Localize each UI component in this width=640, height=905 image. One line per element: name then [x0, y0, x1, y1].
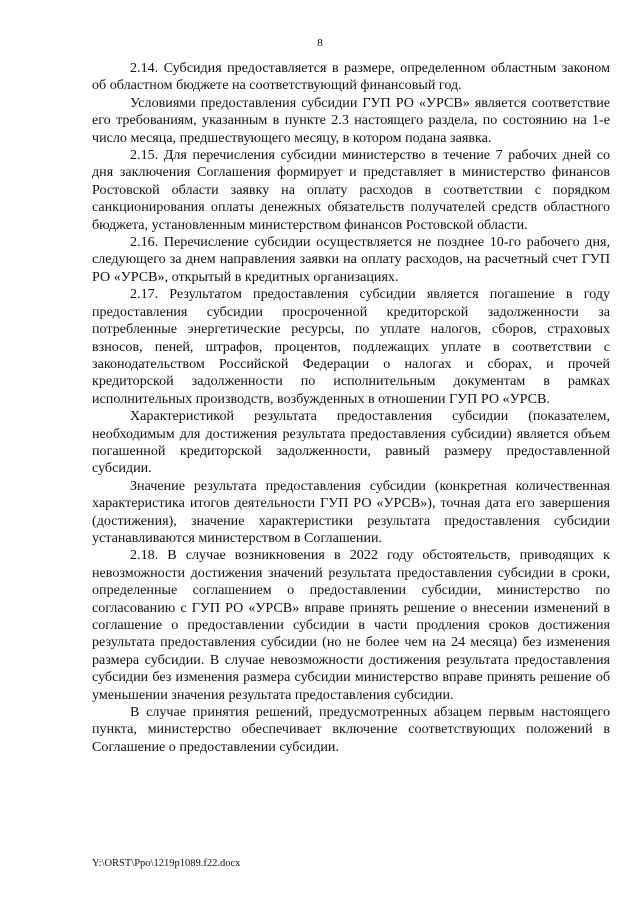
paragraph-2-18: 2.18. В случае возникновения в 2022 году обстоятельств, приводящих к невозможности достижения значений результата предоставления субсидии в сроки, определенные соглашением о предоставлении субсидии, министерство по согласованию с ГУП РО «УРСВ» вправе принять решение о внесении изменений в соглашение о предоставлении субсидии в части продления сроков достижения результата предоставления субсидии (но не более чем на 24 месяца) без изменения размера субсидии. В случае невозможности достижения результата предоставления субсидии без изменения размера субсидии министерство вправе принять решение об уменьшении значения результата предоставления субсидии. — [92, 547, 610, 703]
paragraph-2-17: 2.17. Результатом предоставления субсидии является погашение в году предоставления субсидии просроченной кредиторской задолженности за потребленные энергетические ресурсы, по уплате налогов, сборов, страховых взносов, пеней, штрафов, процентов, подлежащих уплате в соответствии с законодательством Российской Федерации о налогах и сборах, и прочей кредиторской задолженности по исполнительным документам в рамках исполнительных производств, возбужденных в отношении ГУП РО «УРСВ. — [92, 286, 610, 407]
paragraph-conditions: Условиями предоставления субсидии ГУП РО «УРСВ» является соответствие его требованиям, указанным в пункте 2.3 настоящего раздела, по состоянию на 1-е число месяца, предшествующего месяцу, в котором подана заявка. — [92, 94, 610, 146]
paragraph-result-value: Значение результата предоставления субсидии (конкретная количественная характеристика итогов деятельности ГУП РО «УРСВ»), точная дата его завершения (достижения), значение характеристики результата предоставления субсидии устанавливаются министерством в Соглашении. — [92, 477, 610, 546]
paragraph-decision: В случае принятия решений, предусмотренных абзацем первым настоящего пункта, министерство обеспечивает включение соответствующих положений в Соглашение о предоставлении субсидии. — [92, 704, 610, 755]
document-body — [92, 60, 610, 756]
footer-file-path: Y:\ORST\Ppo\1219p1089.f22.docx — [92, 858, 241, 869]
paragraph-result-characteristic: Характеристикой результата предоставления субсидии (показателем, необходимым для достижения результата предоставления субсидии) является объем погашенной кредиторской задолженности, равный размеру предоставленной субсидии. — [92, 408, 610, 477]
page-number: 8 — [317, 37, 323, 49]
paragraph-2-15: 2.15. Для перечисления субсидии министерство в течение 7 рабочих дней со дня заключения Соглашения формирует и представляет в министерство финансов Ростовской области заявку на оплату расходов в соответствии с порядком санкционирования оплаты денежных обязательств получателей средств областного бюджета, установленным министерством финансов Ростовской области. — [92, 147, 610, 233]
paragraph-2-14: 2.14. Субсидия предоставляется в размере, определенном областным законом об областном бюджете на соответствующий финансовый год. — [92, 60, 610, 94]
paragraph-2-16: 2.16. Перечисление субсидии осуществляется не позднее 10-го рабочего дня, следующего за днем направления заявки на оплату расходов, на расчетный счет ГУП РО «УРСВ», открытый в кредитных организациях. — [92, 234, 610, 285]
